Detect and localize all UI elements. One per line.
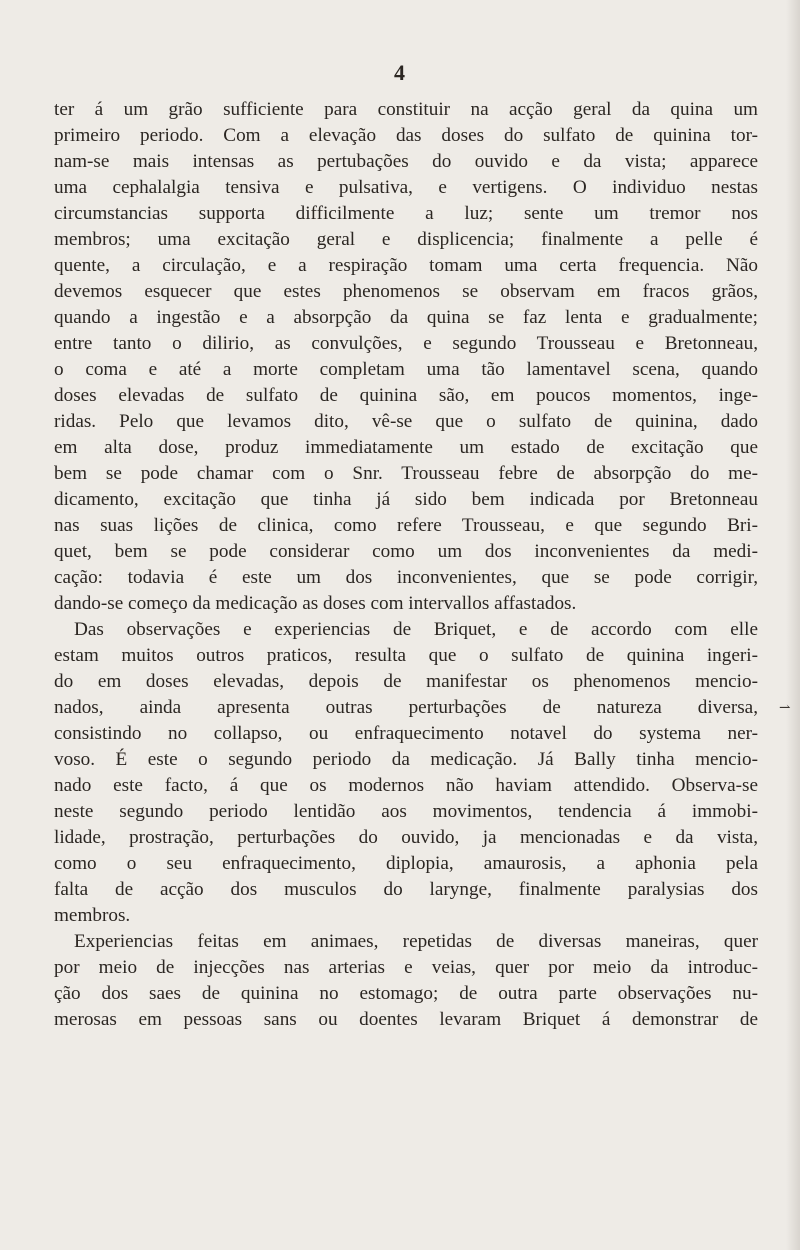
text-line: quet, bem se pode considerar como um dos inconvenientes da medi- <box>54 541 758 562</box>
text-line: dicamento, excitação que tinha já sido bem indicada por Bretonneau <box>54 489 758 510</box>
text-line: bem se pode chamar com o Snr. Trousseau febre de absorpção do me- <box>54 463 758 484</box>
text-line: nam-se mais intensas as pertubações do ouvido e da vista; apparece <box>54 151 758 172</box>
text-line: quente, a circulação, e a respiração tomam uma certa frequencia. Não <box>54 255 758 276</box>
text-line: nado este facto, á que os modernos não haviam attendido. Observa-se <box>54 775 758 796</box>
text-line: falta de acção dos musculos do larynge, finalmente paralysias dos <box>54 879 758 900</box>
text-line: quando a ingestão e a absorpção da quina se faz lenta e gradualmente; <box>54 307 758 328</box>
text-line: lidade, prostração, perturbações do ouvido, ja mencionadas e da vista, <box>54 827 758 848</box>
text-line: cação: todavia é este um dos inconvenientes, que se pode corrigir, <box>54 567 758 588</box>
text-line: consistindo no collapso, ou enfraquecimento notavel do systema ner- <box>54 723 758 744</box>
text-line: devemos esquecer que estes phenomenos se observam em fracos grãos, <box>54 281 758 302</box>
text-line: ter á um grão sufficiente para constituir na acção geral da quina um <box>54 99 758 120</box>
text-line: em alta dose, produz immediatamente um estado de excitação que <box>54 437 758 458</box>
paragraph-start-line: Experiencias feitas em animaes, repetidas de diversas maneiras, quer <box>74 931 758 952</box>
text-line: merosas em pessoas sans ou doentes levaram Briquet á demonstrar de <box>54 1009 758 1030</box>
text-line: membros. <box>54 905 131 926</box>
text-line: uma cephalalgia tensiva e pulsativa, e vertigens. O individuo nestas <box>54 177 758 198</box>
text-line: ção dos saes de quinina no estomago; de outra parte observações nu- <box>54 983 758 1004</box>
text-line: como o seu enfraquecimento, diplopia, amaurosis, a aphonia pela <box>54 853 758 874</box>
body-text <box>54 97 758 1033</box>
text-line: circumstancias supporta difficilmente a luz; sente um tremor nos <box>54 203 758 224</box>
text-line: membros; uma excitação geral e displicencia; finalmente a pelle é <box>54 229 758 250</box>
text-line: ridas. Pelo que levamos dito, vê-se que o sulfato de quinina, dado <box>54 411 758 432</box>
paragraph-start-line: Das observações e experiencias de Briquet, e de accordo com elle <box>74 619 758 640</box>
text-line: voso. É este o segundo periodo da medicação. Já Bally tinha mencio- <box>54 749 758 770</box>
text-line: nas suas lições de clinica, como refere Trousseau, e que segundo Bri- <box>54 515 758 536</box>
page-edge-shadow <box>786 0 800 1250</box>
text-line: nados, ainda apresenta outras perturbações de natureza diversa, <box>54 697 758 718</box>
margin-mark: ⇀ <box>779 701 791 716</box>
text-line: neste segundo periodo lentidão aos movimentos, tendencia á immobi- <box>54 801 758 822</box>
text-line: por meio de injecções nas arterias e veias, quer por meio da introduc- <box>54 957 758 978</box>
text-line: estam muitos outros praticos, resulta que o sulfato de quinina ingeri- <box>54 645 758 666</box>
text-line: o coma e até a morte completam uma tão lamentavel scena, quando <box>54 359 758 380</box>
page-number: 4 <box>394 60 406 85</box>
text-line: do em doses elevadas, depois de manifestar os phenomenos mencio- <box>54 671 758 692</box>
text-line: entre tanto o dilirio, as convulções, e segundo Trousseau e Bretonneau, <box>54 333 758 354</box>
text-line: dando-se começo da medicação as doses com intervallos affastados. <box>54 593 577 614</box>
text-line: primeiro periodo. Com a elevação das doses do sulfato de quinina tor- <box>54 125 758 146</box>
text-line: doses elevadas de sulfato de quinina são, em poucos momentos, inge- <box>54 385 758 406</box>
